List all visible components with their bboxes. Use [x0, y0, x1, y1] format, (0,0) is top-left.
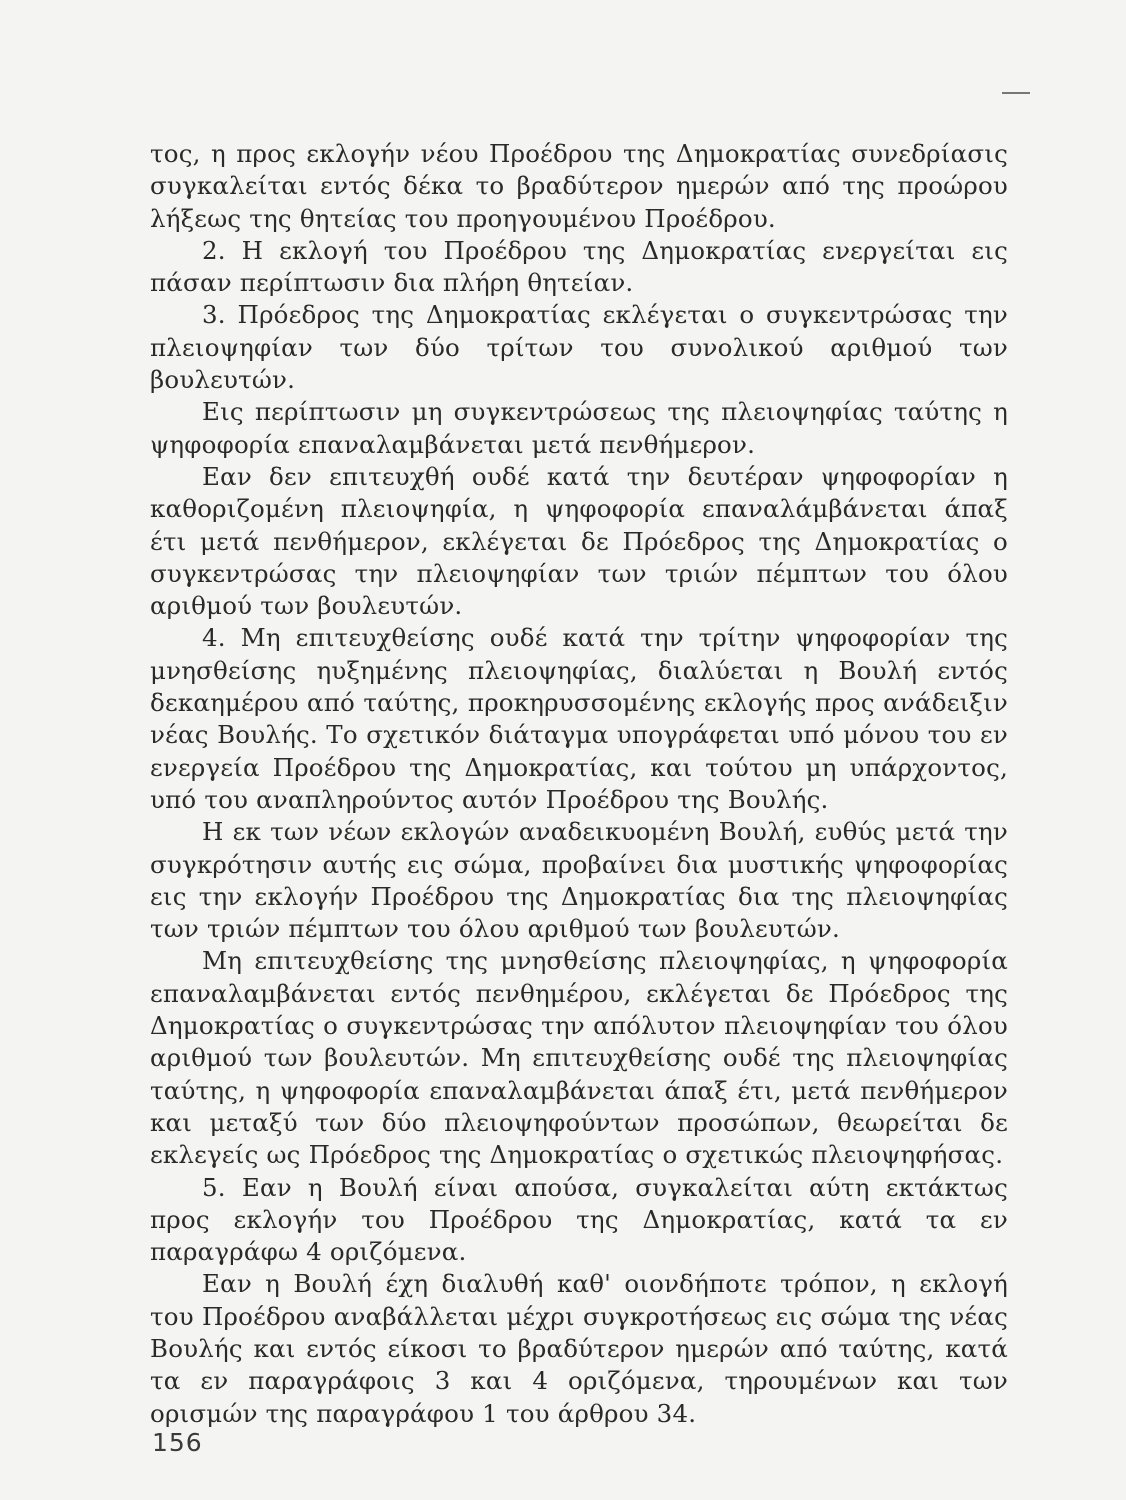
paragraph-continuation: τος, η προς εκλογήν νέου Προέδρου της Δημοκρατίας συνεδρίασις συγκαλείται εντός δέκα το βραδύτερον ημερών από της προώρου λήξεως της θητείας του προηγουμένου Προέδρου.	[150, 139, 1008, 233]
paragraph-4-repeat-vote: Μη επιτευχθείσης της μνησθείσης πλειοψηφίας, η ψηφοφορία επαναλαμβάνεται εντός πενθημέρου, εκλέγεται δε Πρόεδρος της Δημοκρατίας ο συγκεντρώσας την απόλυτον πλειοψηφίαν του όλου αριθμού των βουλευτών. Μη επιτευχθείσης ουδέ της πλειοψηφίας ταύτης, η ψηφοφορία επαναλαμβάνεται άπαξ έτι, μετά πενθήμερον και μεταξύ των δύο πλειοψηφούντων προσώπων, θεωρείται δε εκλεγείς ως Πρόεδρος της Δημοκρατίας ο σχετικώς πλειοψηφήσας.	[150, 946, 1008, 1170]
body-text	[150, 138, 1008, 1430]
paragraph-4: 4. Μη επιτευχθείσης ουδέ κατά την τρίτην ψηφοφορίαν της μνησθείσης ηυξημένης πλειοψηφίας, διαλύεται η Βουλή εντός δεκαημέρου από ταύτης, προκηρυσσομένης εκλογής προς ανάδειξιν νέας Βουλής. Το σχετικόν διάταγμα υπογράφεται υπό μόνου του εν ενεργεία Προέδρου της Δημοκρατίας, και τούτου μη υπάρχοντος, υπό του αναπληρούντος αυτόν Προέδρου της Βουλής.	[150, 623, 1008, 814]
paragraph-4-new-parliament: Η εκ των νέων εκλογών αναδεικυομένη Βουλή, ευθύς μετά την συγκρότησιν αυτής εις σώμα, προβαίνει δια μυστικής ψηφοφορίας εις την εκλογήν Προέδρου της Δημοκρατίας δια της πλειοψηφίας των τριών πέμπτων του όλου αριθμού των βουλευτών.	[150, 817, 1008, 944]
page-number: 156	[152, 1428, 203, 1457]
corner-dash-mark	[1002, 92, 1030, 94]
paragraph-3: 3. Πρόεδρος της Δημοκρατίας εκλέγεται ο συγκεντρώσας την πλειοψηφίαν των δύο τρίτων του συνολικού αριθμού των βουλευτών.	[150, 300, 1008, 395]
paragraph-5-dissolved: Εαν η Βουλή έχη διαλυθή καθ' οιονδήποτε τρόπον, η εκλογή του Προέδρου αναβάλλεται μέχρι συγκροτήσεως εις σώμα της νέας Βουλής και εντός είκοσι το βραδύτερον ημερών από ταύτης, κατά τα εν παραγράφοις 3 και 4 οριζόμενα, τηρουμένων και των ορισμών της παραγράφου 1 του άρθρου 34.	[150, 1269, 1008, 1428]
paragraph-3-third-vote: Εαν δεν επιτευχθή ουδέ κατά την δευτέραν ψηφοφορίαν η καθοριζομένη πλειοψηφία, η ψηφοφορία επαναλάμβάνεται άπαξ έτι μετά πενθήμερον, εκλέγεται δε Πρόεδρος της Δημοκρατίας ο συγκεντρώσας την πλειοψηφίαν των τριών πέμπτων του όλου αριθμού των βουλευτών.	[150, 461, 1008, 621]
paragraph-5: 5. Εαν η Βουλή είναι απούσα, συγκαλείται αύτη εκτάκτως προς εκλογήν του Προέδρου της Δημοκρατίας, κατά τα εν παραγράφω 4 οριζόμενα.	[150, 1172, 1008, 1267]
paragraph-3-repeat-vote: Εις περίπτωσιν μη συγκεντρώσεως της πλειοψηφίας ταύτης η ψηφοφορία επαναλαμβάνεται μετά πενθήμερον.	[150, 397, 1008, 459]
paragraph-2: 2. Η εκλογή του Προέδρου της Δημοκρατίας ενεργείται εις πάσαν περίπτωσιν δια πλήρη θητείαν.	[150, 235, 1008, 298]
